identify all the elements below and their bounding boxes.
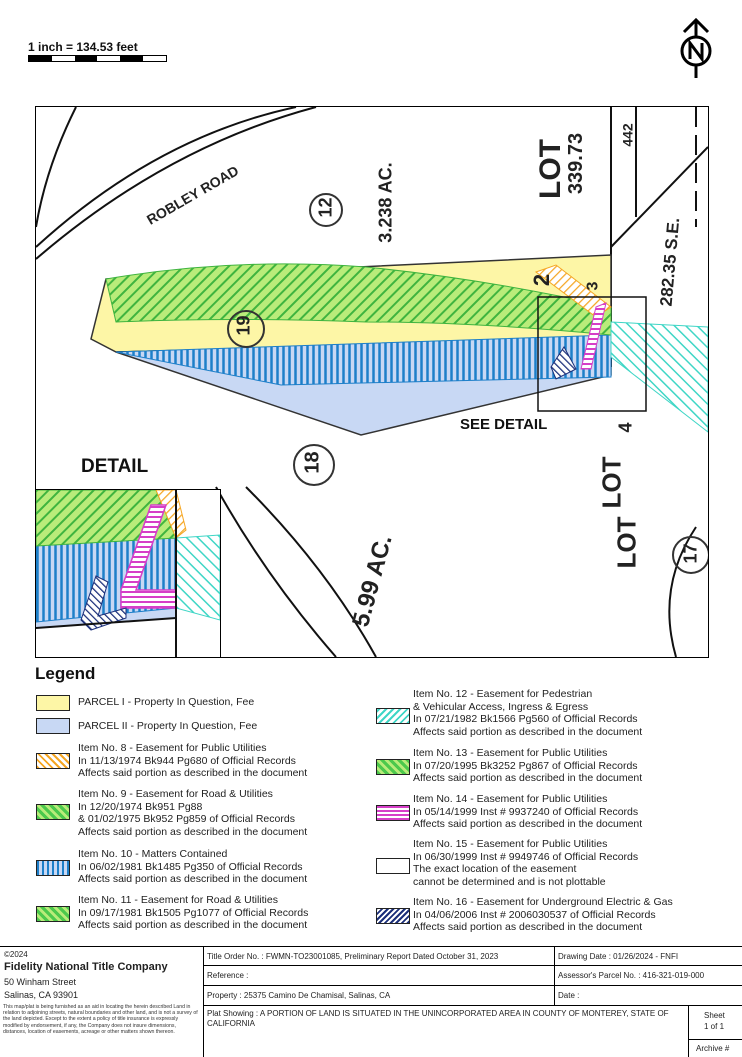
drawing-date: Drawing Date : 01/26/2024 - FNFI [558,952,679,961]
legend-line: Item No. 8 - Easement for Public Utilities [78,742,267,754]
sheet-of: 1 of 1 [704,1022,725,1031]
lot-label: LOT [534,139,567,199]
legend-line: Item No. 16 - Easement for Underground Electric & Gas [413,896,673,908]
legend-text-item-11 [78,894,308,932]
sheet-label: Sheet [704,1011,725,1020]
dimension-label: 442 [619,123,636,147]
legend-line: In 12/20/1974 Bk951 Pg88 [78,800,203,813]
detail-title: DETAIL [81,456,149,477]
legend-swatch-item-14 [376,805,410,821]
legend-line: PARCEL II - Property In Question, Fee [78,720,258,732]
legend-line: Item No. 11 - Easement for Road & Utilities [78,894,278,906]
legend-line: In 07/21/1982 Bk1566 Pg560 of Official Records [413,713,638,725]
legend-line: Affects said portion as described in the document [413,818,643,830]
legend-text-item-12 [413,688,642,738]
legend-line: Affects said portion as described in the document [78,767,308,779]
legend-line: Affects said portion as described in the document [413,725,643,738]
legend-line: Item No. 14 - Easement for Public Utilities [413,793,608,805]
scale-label: 1 inch = 134.53 feet [28,40,138,54]
legend-swatch-item-12 [376,708,410,724]
copyright: ©2024 [4,950,28,959]
company-name: Fidelity National Title Company [4,961,168,973]
legend-line: Item No. 15 - Easement for Public Utilities [413,838,608,850]
plat-showing: Plat Showing : A PORTION OF LAND IS SITUATED IN THE UNINCORPORATED AREA IN COUNTY OF MONTEREY, STATE OF CALIFORNIA [207,1009,669,1028]
legend-text-item-8 [78,742,307,780]
legend-text-item-14 [413,793,642,831]
legend-swatch-item-8 [36,753,70,769]
dimension-label: 339.73 [565,132,588,195]
legend-line: Affects said portion as described in the document [413,921,643,933]
see-detail-label: SEE DETAIL [460,416,548,433]
lot-number: 3 [584,281,602,291]
legend-text-item-16 [413,896,673,934]
lot-number: 4 [615,422,636,433]
title-block [0,946,742,1057]
lot-label: LOT [611,516,642,569]
legend-swatch-parcel-1 [36,695,70,711]
legend-line: In 11/13/1974 Bk944 Pg680 of Official Records [78,754,296,767]
legend-swatch-item-11 [36,906,70,922]
archive-label: Archive # [696,1044,730,1053]
reference: Reference : [207,971,249,980]
scale-bar [28,55,167,62]
legend-line: Item No. 13 - Easement for Public Utilities [413,747,608,759]
property: Property : 25375 Camino De Chamisal, Salinas, CA [207,991,391,1000]
company-city: Salinas, CA 93901 [4,990,79,1000]
parcel-number: 19 [233,315,254,336]
legend-text-item-9 [78,788,307,838]
disclaimer: This map/plat is being furnished as an aid in locating the herein described Land in relation to adjoining streets, natural boundaries and other land, and is not a survey of the land depicted. Except to the extent a policy of title insurance is expressly modified by endorsement, if any, the Company does not insure dimensions, distances, location of easements, acreage or other matters shown thereon. [3,1004,198,1035]
lot-number: 2 [529,273,555,287]
legend-line: In 09/17/1981 Bk1505 Pg1077 of Official Records [78,906,309,919]
legend-text-parcel-1 [78,696,254,709]
legend-swatch-item-10 [36,860,70,876]
date: Date : [558,991,580,1000]
legend-line: PARCEL I - Property In Question, Fee [78,696,255,708]
assessor-parcel: Assessor's Parcel No. : 416-321-019-000 [558,971,705,980]
legend-line: Item No. 9 - Easement for Road & Utilities [78,788,273,800]
plat-map [35,106,709,658]
parcel-number: 12 [315,197,336,218]
legend-text-item-13 [413,747,642,785]
acreage-label: 5.99 AC. [347,532,398,630]
parcel-number: 18 [301,451,324,474]
title-order: Title Order No. : FWMN-TO23001085, Preliminary Report Dated October 31, 2023 [207,952,499,961]
legend-text-item-10 [78,848,307,886]
legend-line: Item No. 12 - Easement for Pedestrian [413,688,593,700]
legend-line: & Vehicular Access, Ingress & Egress [413,700,589,713]
lot-label: LOT [596,456,627,509]
legend-line: In 04/06/2006 Inst # 2006030537 of Official Records [413,908,656,921]
parcel-number: 17 [680,543,701,564]
legend-line: Affects said portion as described in the document [413,772,643,784]
dimension-label: 282.35 S.E. [656,216,684,308]
legend-line: The exact location of the easement [413,863,577,875]
company-street: 50 Winham Street [4,977,77,987]
acreage-label: 3.238 AC. [375,162,396,243]
legend-line: In 05/14/1999 Inst # 9937240 of Official Records [413,805,639,818]
legend-line: Affects said portion as described in the document [78,825,308,838]
legend-text-parcel-2 [78,720,257,733]
north-arrow-icon [674,18,718,80]
legend-line: Affects said portion as described in the document [78,873,308,885]
legend-line: & 01/02/1975 Bk952 Pg859 of Official Records [78,813,295,825]
legend-swatch-item-15 [376,858,410,874]
legend-swatch-item-9 [36,804,70,820]
legend-text-item-15 [413,838,638,888]
legend-line: Affects said portion as described in the document [78,919,308,931]
detail-inset [36,489,221,658]
legend-line: Item No. 10 - Matters Contained [78,848,228,860]
legend-swatch-item-16 [376,908,410,924]
road-label: ROBLEY ROAD [143,162,242,228]
legend-line: In 06/30/1999 Inst # 9949746 of Official Records [413,850,639,863]
legend-swatch-parcel-2 [36,718,70,734]
legend-line: In 07/20/1995 Bk3252 Pg867 of Official Records [413,759,638,772]
legend-line: In 06/02/1981 Bk1485 Pg350 of Official Records [78,860,303,873]
item-12-area [611,322,708,432]
legend-line: cannot be determined and is not plottable [413,875,606,888]
legend-title: Legend [35,664,96,683]
legend-swatch-item-13 [376,759,410,775]
